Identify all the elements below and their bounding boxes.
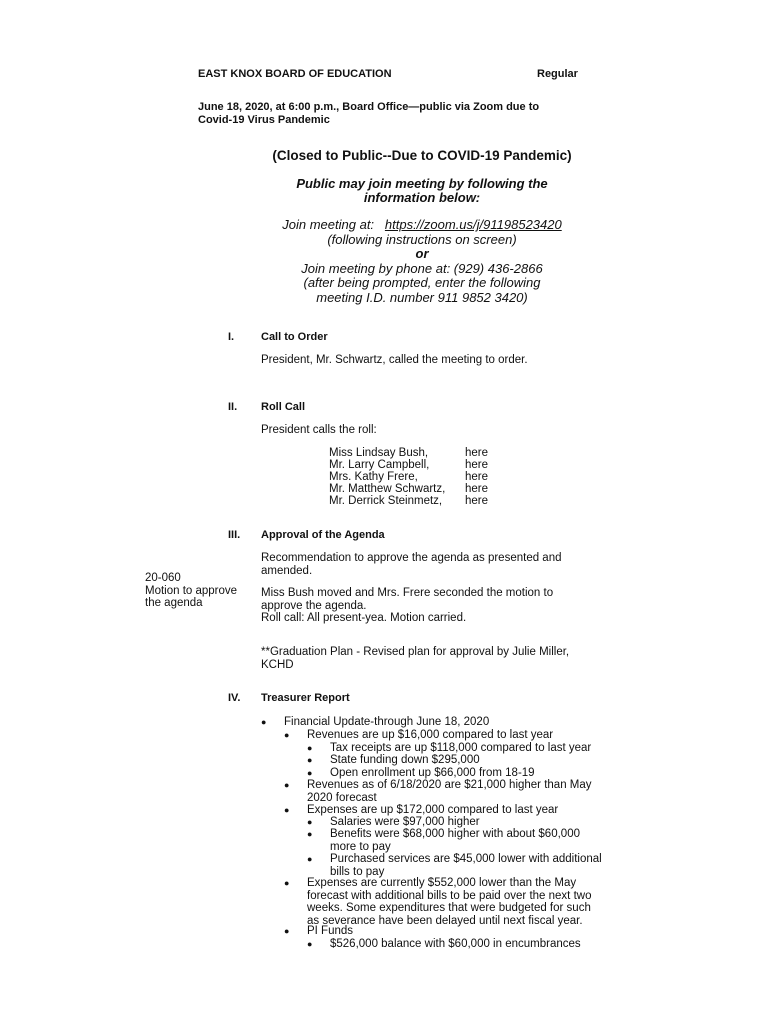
list-item-text: PI Funds <box>307 925 354 937</box>
public-notice-line-1: Public may join meeting by following the <box>296 176 548 191</box>
section-1-number: I. <box>228 331 235 343</box>
list-item-line: Purchased services are $45,000 lower with additional <box>330 853 602 865</box>
motion-line-2: approve the agenda. <box>261 599 367 612</box>
public-notice-line-2: information below: <box>363 190 481 205</box>
list-item-text: Revenues are up $16,000 compared to last year <box>307 729 554 741</box>
list-item-line: weeks. Some expenditures that were budgeted for such <box>307 902 591 914</box>
bullet-icon: ● <box>261 717 267 727</box>
graduation-line-2: KCHD <box>261 658 294 671</box>
section-3-title: Approval of the Agenda <box>261 529 385 541</box>
bullet-icon: ● <box>307 755 313 765</box>
list-item-line: forecast with additional bills to be paid over the next two <box>307 889 592 902</box>
bullet-icon: ● <box>307 817 313 827</box>
motion-text <box>261 587 606 625</box>
phone-note-1: (after being prompted, enter the following <box>303 275 541 290</box>
roll-row <box>329 459 488 471</box>
member-name: Mr. Derrick Steinmetz, <box>329 495 443 507</box>
member-status: here <box>465 471 489 483</box>
section-2-text: President calls the roll: <box>261 424 377 436</box>
list-item-text: Financial Update-through June 18, 2020 <box>284 716 490 728</box>
list-item-text: $526,000 balance with $60,000 in encumbrances <box>330 938 581 950</box>
member-name: Miss Lindsay Bush, <box>329 447 429 459</box>
list-item-text <box>330 853 640 878</box>
public-notice <box>240 177 604 205</box>
bullet-icon: ● <box>284 730 290 740</box>
graduation-plan-text <box>261 646 606 671</box>
meeting-date-line-2: Covid-19 Virus Pandemic <box>198 114 330 126</box>
motion-note-line-2: the agenda <box>145 597 203 609</box>
list-item-text <box>330 828 640 853</box>
roll-row <box>329 483 488 495</box>
meeting-date <box>198 101 618 127</box>
motion-line-1: Miss Bush moved and Mrs. Frere seconded the motion to <box>261 587 554 599</box>
roll-row <box>329 495 488 507</box>
list-item-text: Open enrollment up $66,000 from 18-19 <box>330 767 535 779</box>
motion-margin-note <box>145 572 255 610</box>
board-name: EAST KNOX BOARD OF EDUCATION <box>198 68 392 80</box>
list-item-text: Expenses are up $172,000 compared to last year <box>307 804 559 816</box>
roll-row <box>329 447 488 459</box>
member-status: here <box>465 459 489 471</box>
graduation-line-1: **Graduation Plan - Revised plan for approval by Julie Miller, <box>261 646 570 658</box>
list-item-line: as severance have been delayed until next fiscal year. <box>307 914 583 927</box>
list-item-text: Tax receipts are up $118,000 compared to last year <box>330 742 592 754</box>
list-item-line: bills to pay <box>330 865 385 878</box>
recommendation-line-2: amended. <box>261 564 313 577</box>
member-status: here <box>465 483 489 495</box>
section-4-title: Treasurer Report <box>261 692 350 704</box>
list-item-text: State funding down $295,000 <box>330 754 480 766</box>
section-4-number: IV. <box>228 692 241 704</box>
list-item-line: Revenues as of 6/18/2020 are $21,000 higher than May <box>307 779 592 791</box>
bullet-icon: ● <box>307 854 313 864</box>
join-line <box>240 218 604 233</box>
bullet-icon: ● <box>284 926 290 936</box>
closed-notice: (Closed to Public--Due to COVID-19 Pandemic) <box>272 148 572 163</box>
section-2-title: Roll Call <box>261 401 306 413</box>
section-2-number: II. <box>228 401 238 413</box>
list-item-text <box>307 877 637 927</box>
list-item-line: more to pay <box>330 840 391 853</box>
list-item-line: 2020 forecast <box>307 791 377 804</box>
member-name: Mr. Larry Campbell, <box>329 459 430 471</box>
section-1-text: President, Mr. Schwartz, called the meeting to order. <box>261 354 528 366</box>
list-item-text: Salaries were $97,000 higher <box>330 816 480 828</box>
join-info <box>240 218 604 305</box>
bullet-icon: ● <box>307 743 313 753</box>
zoom-link[interactable]: https://zoom.us/j/91198523420 <box>384 217 562 232</box>
motion-note-line-1: Motion to approve <box>145 584 238 597</box>
member-name: Mr. Matthew Schwartz, <box>329 483 446 495</box>
meeting-type: Regular <box>537 68 578 80</box>
phone-line: Join meeting by phone at: (929) 436-2866 <box>301 260 543 276</box>
roll-row <box>329 471 488 483</box>
list-item-line: Benefits were $68,000 higher with about $60,000 <box>330 828 580 840</box>
list-item-text <box>307 779 627 804</box>
join-note: (following instructions on screen) <box>327 231 517 247</box>
motion-line-3: Roll call: All present-yea. Motion carried. <box>261 612 467 624</box>
bullet-icon: ● <box>284 780 290 790</box>
bullet-icon: ● <box>284 878 290 888</box>
member-name: Mrs. Kathy Frere, <box>329 471 418 483</box>
or-text: or <box>415 246 429 261</box>
motion-number: 20-060 <box>145 572 181 584</box>
bullet-icon: ● <box>284 805 290 815</box>
bullet-icon: ● <box>307 939 313 949</box>
join-label: Join meeting at: <box>282 217 375 232</box>
list-item-line: Expenses are currently $552,000 lower than the May <box>307 877 577 889</box>
phone-note-2: meeting I.D. number 911 9852 3420) <box>316 289 528 305</box>
bullet-icon: ● <box>307 829 313 839</box>
section-1-title: Call to Order <box>261 331 328 343</box>
section-3-number: III. <box>228 529 241 541</box>
member-status: here <box>465 495 489 507</box>
member-status: here <box>465 447 489 459</box>
recommendation-line-1: Recommendation to approve the agenda as presented and <box>261 552 562 564</box>
roll-call-list <box>329 447 488 507</box>
recommendation-text <box>261 552 606 577</box>
bullet-icon: ● <box>307 768 313 778</box>
meeting-date-line-1: June 18, 2020, at 6:00 p.m., Board Office—public via Zoom due to <box>198 101 540 113</box>
